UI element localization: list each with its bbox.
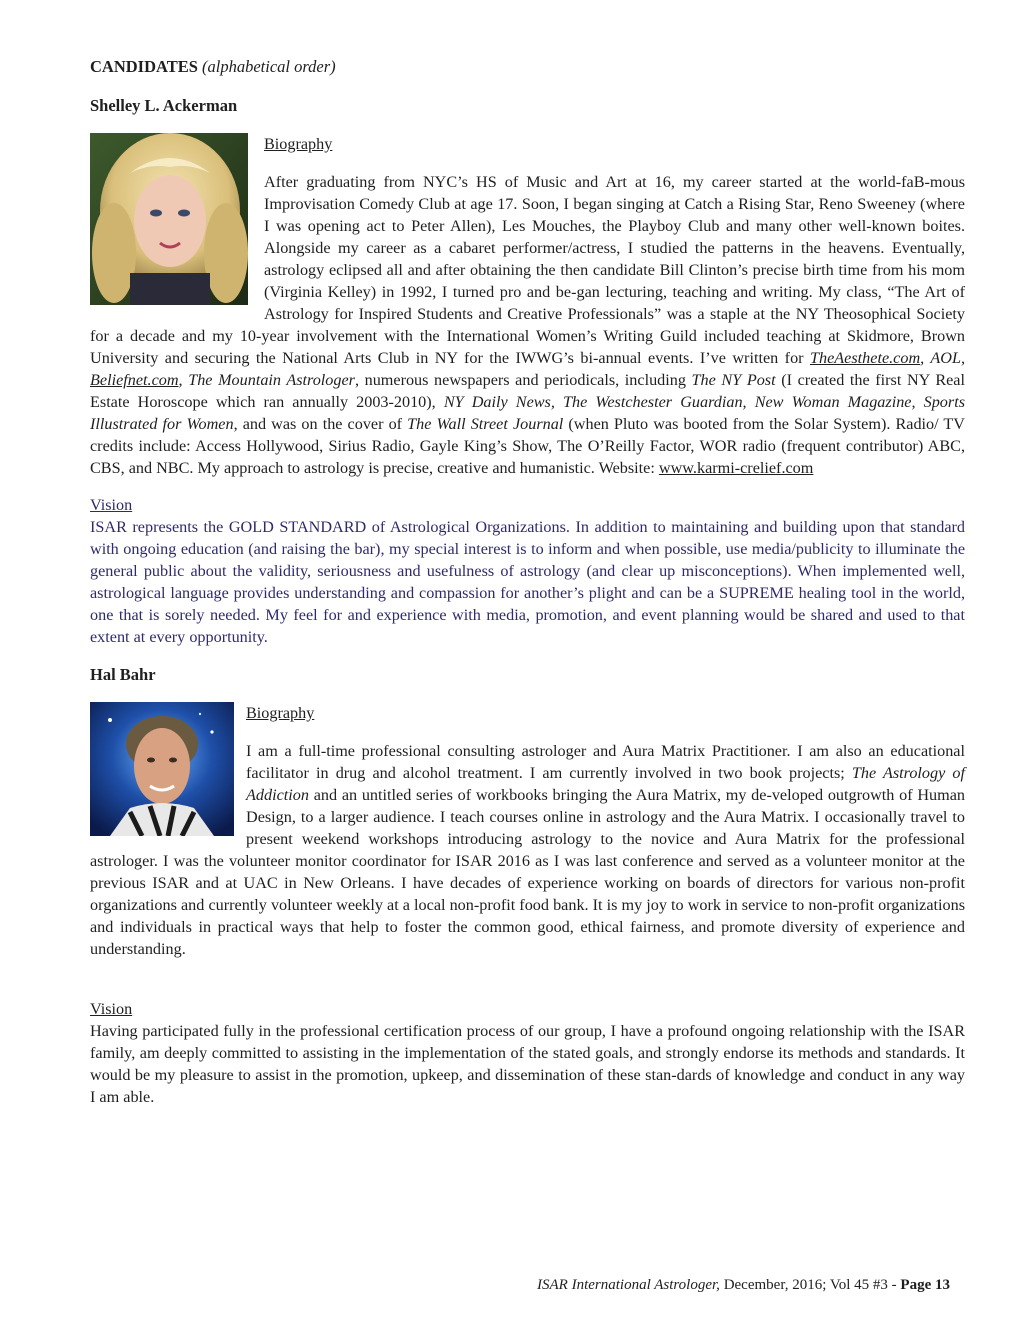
biography-link: www.karmi-crelief.com <box>658 459 814 477</box>
biography-italic-text: The Wall Street Journal <box>407 415 564 433</box>
vision-label-line <box>90 494 965 516</box>
biography-italic-text: The NY Post <box>691 371 776 389</box>
biography-text-run: , numerous newspapers and periodicals, including <box>354 371 692 389</box>
vision-label: Vision <box>90 496 133 514</box>
vision-text: Having participated fully in the professional certification process of our group, I have a profound ongoing relationship with the ISAR family, am deeply committed to assisting in the implementation of the stated goals, and strongly endorse its methods and standards. It would be my pleasure to assist in the promotion, upkeep, and dissemination of these stan-dards of knowledge and conduct in any way I am able. <box>90 1022 965 1106</box>
footer-publication: ISAR International Astrologer, <box>537 1277 720 1293</box>
candidate-name: Hal Bahr <box>90 665 156 684</box>
vision-text: ISAR represents the GOLD STANDARD of Astrological Organizations. In addition to maintaining and building upon that standard with ongoing education (and raising the bar), my special interest is to inform and when possible, use media/publicity to illuminate the general public about the validity, seriousness and usefulness of astrology (and clear up misconceptions). When implemented well, astrological language provides understanding and compassion for another’s plight and can be a SUPREME healing tool in the world, one that is sorely needed. My feel for and experience with media, promotion, and event planning would be shared and used to that extent at every opportunity. <box>90 518 965 646</box>
biography-label: Biography <box>264 135 333 153</box>
biography-link: Beliefnet.com <box>90 371 179 389</box>
vision-label-line <box>90 998 965 1020</box>
portrait-blonde-woman-icon <box>90 133 248 305</box>
biography-italic-text: , The Mountain Astrologer <box>178 371 355 389</box>
section-heading <box>90 56 965 78</box>
biography-text-run: , and was on the cover of <box>233 415 408 433</box>
footer-page-number: Page 13 <box>900 1277 950 1293</box>
candidate-bahr <box>90 664 965 1108</box>
biography-link: TheAesthete.com <box>810 349 921 367</box>
biography-italic-text: , AOL, <box>920 349 965 367</box>
page-footer <box>537 1275 950 1295</box>
section-title: CANDIDATES <box>90 57 198 76</box>
page-content <box>90 56 965 1108</box>
biography-text-run: I am a full-time professional consulting astrologer and Aura Matrix Practitioner. I am also an educational facilitator in drug and alcohol treatment. I am currently involved in two book projects; <box>246 742 965 782</box>
footer-issue: December, 2016; Vol 45 #3 - <box>719 1277 901 1293</box>
candidate-photo <box>90 133 248 305</box>
biography-text-run: (I created the first NY Real Estate Horoscope which ran annually 2003-2010), <box>90 371 965 411</box>
biography-text-run: and an untitled series of workbooks bringing the Aura Matrix, my de-veloped outgrowth of Human Design, to a larger audience. I teach courses online in astrology and the Aura Matrix. I occasionally travel to present weekend workshops introducing astrology to the novice and Aura Matrix for the professional astrologer. I was the volunteer monitor coordinator for ISAR 2016 as I was last conference and served as a volunteer monitor at the previous ISAR and at UAC in New Orleans. I have decades of experience working on boards of directors for various non-profit organizations and currently volunteer weekly at a local non-profit food bank. It is my joy to work in service to non-profit organizations and individuals in practical ways that help to foster the common good, ethical fairness, and promote diversity of experience and understanding. <box>90 786 965 958</box>
section-subtitle: (alphabetical order) <box>202 57 336 76</box>
portrait-man-cosmic-background-icon <box>90 702 234 836</box>
biography-text-run: (when Pluto was booted from the Solar System). Radio/ TV credits include: Access Hollywood, Sirius Radio, Gayle King’s Show, The O’Reilly Factor, WOR radio (frequent contributor) ABC, CBS, and NBC. My approach to astrology is precise, creative and humanistic. Website: <box>90 415 965 477</box>
candidate-photo <box>90 702 234 836</box>
candidate-ackerman <box>90 95 965 648</box>
biography-text-run: After graduating from NYC’s HS of Music and Art at 16, my career started at the world-faB-mous Improvisation Comedy Club at age 17. Soon, I began singing at Catch a Rising Star, Reno Sweeney (where I was opening act to Peter Allen), Les Mouches, the Playboy Club and many other well-known boites. Alongside my career as a cabaret performer/actress, I studied the patterns in the heavens. Eventually, astrology eclipsed all and after obtaining the then candidate Bill Clinton’s precise birth time from his mom (Virginia Kelley) in 1992, I turned pro and be-gan lecturing, teaching and writing. My class, “The Art of Astrology for Inspired Students and Creative Professionals” was a staple at the NY Theosophical Society for a decade and my 10-year involvement with the International Women’s Writing Guild included teaching at Skidmore, Brown University and securing the National Arts Club in NY for the IWWG’s bi-annual events. I’ve written for <box>90 173 965 367</box>
biography-italic-text: NY Daily News, The Westchester Guardian, New Woman Magazine, Sports Illustrated for Women <box>90 393 965 433</box>
biography-label: Biography <box>246 704 315 722</box>
biography-italic-text: The Astrology of Addiction <box>246 764 965 804</box>
vision-label: Vision <box>90 1000 133 1018</box>
candidate-name: Shelley L. Ackerman <box>90 96 238 115</box>
